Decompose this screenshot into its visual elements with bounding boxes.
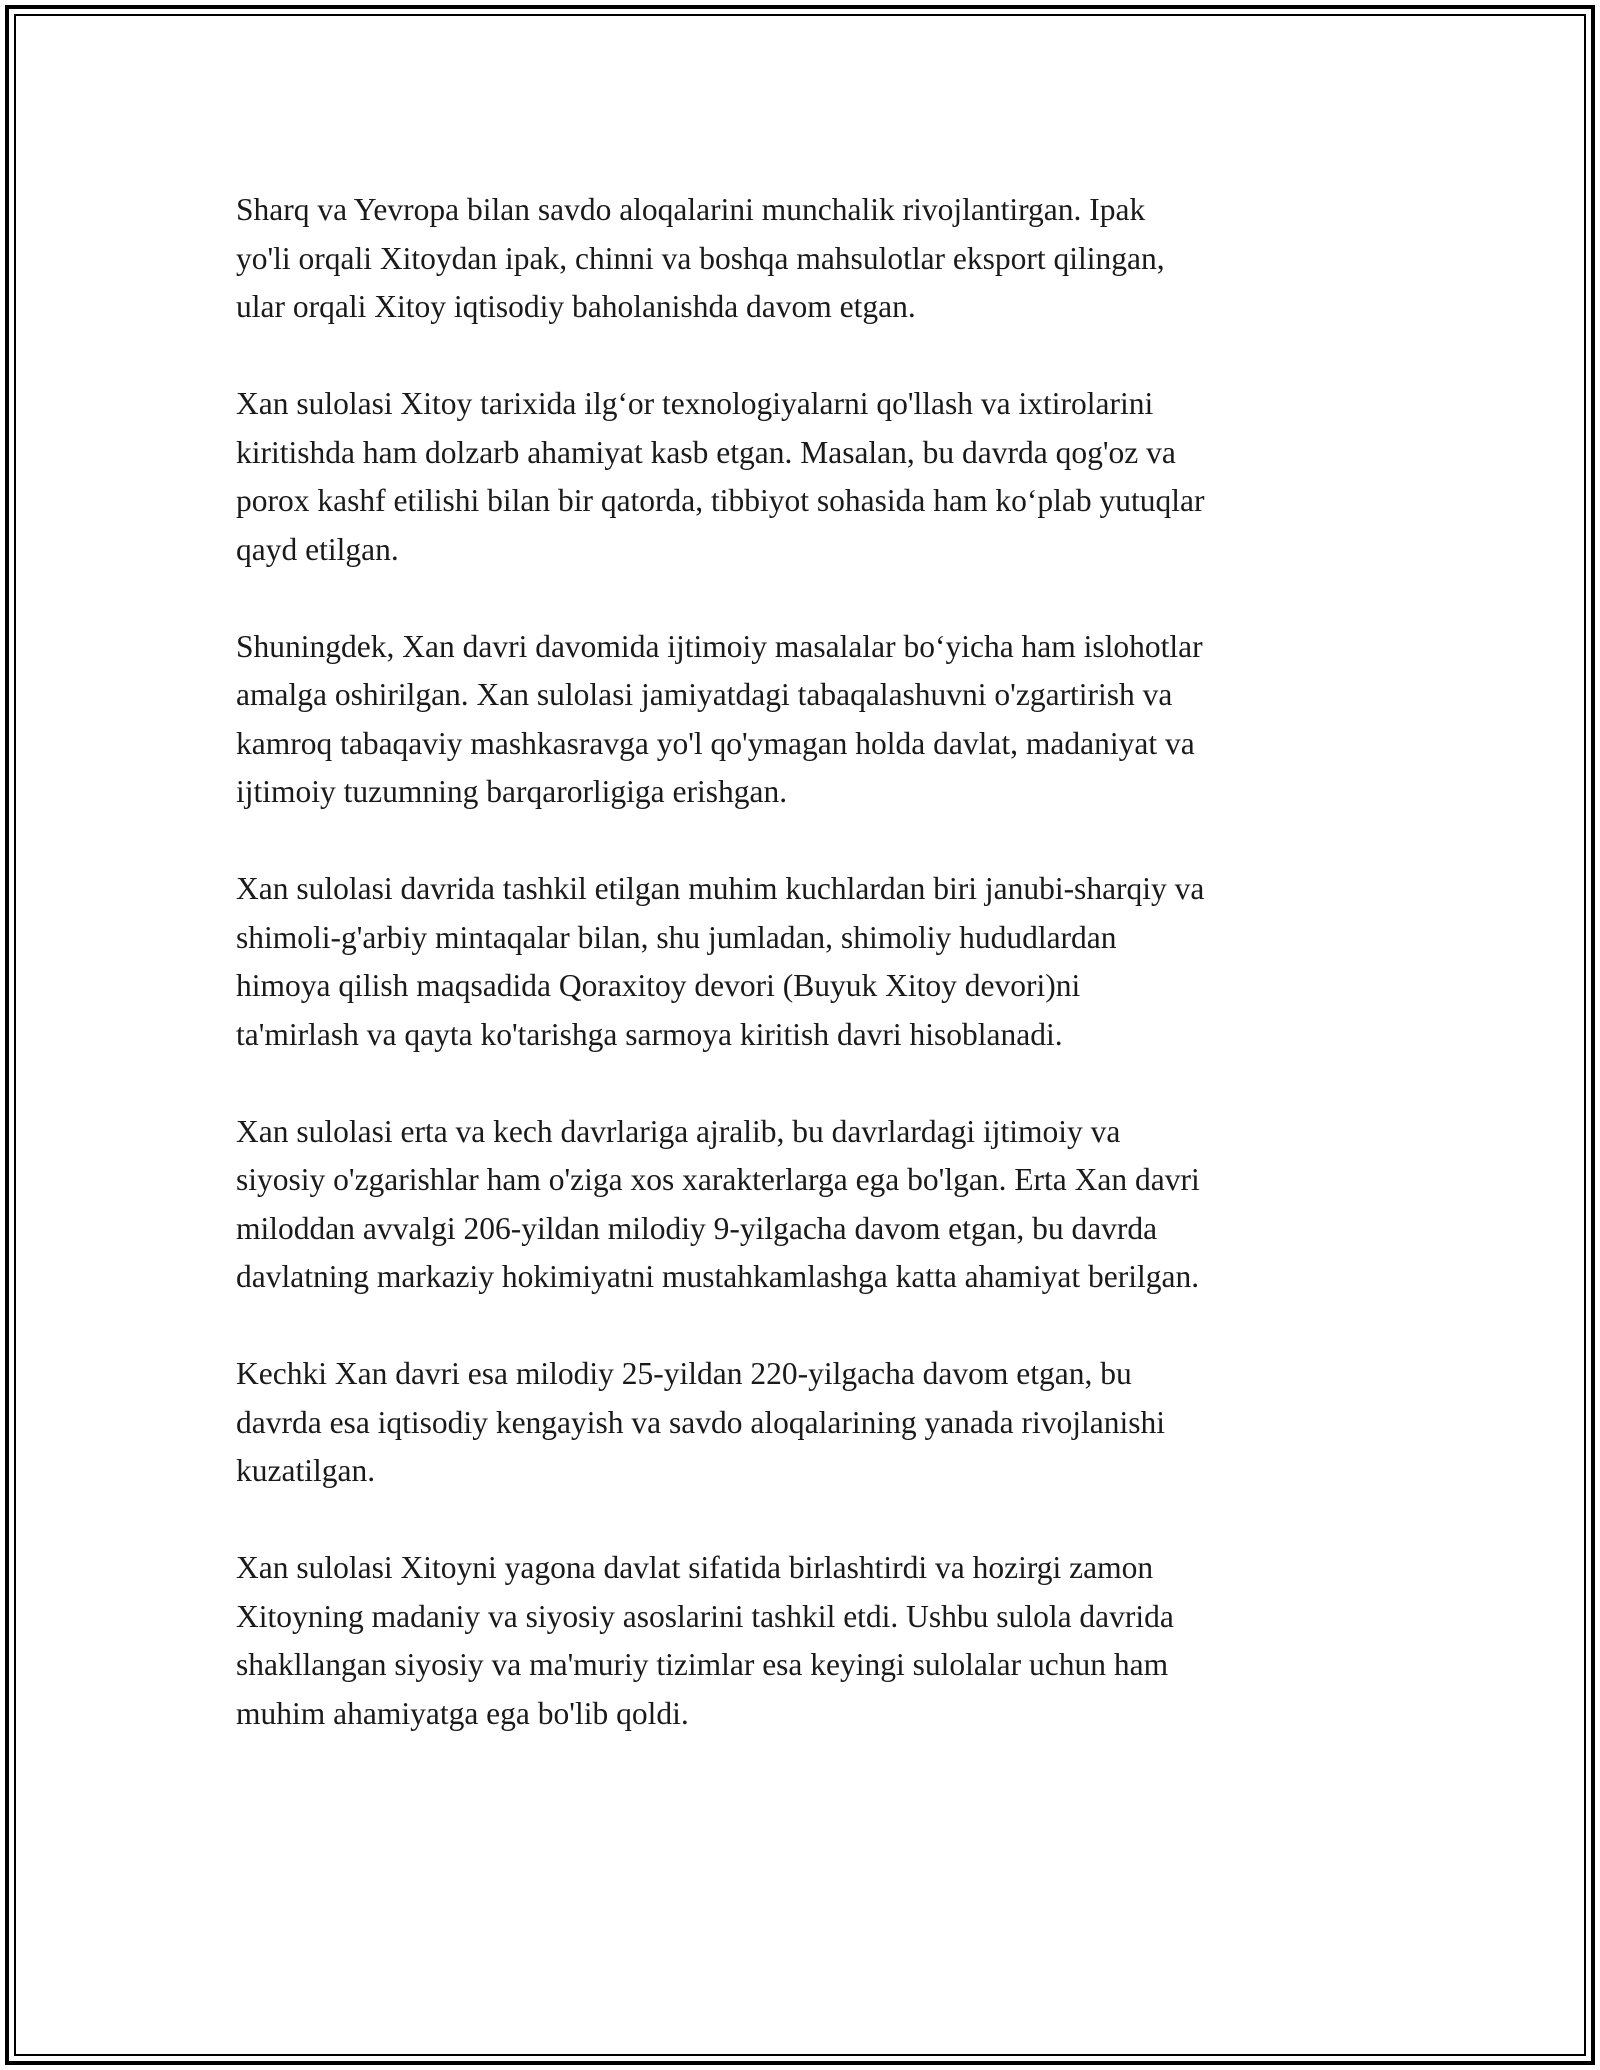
text-line: Kechki Xan davri esa milodiy 25-yildan 220-yilgacha davom etgan, bu xyxy=(236,1356,1132,1391)
text-line: muhim ahamiyatga ega bo'lib qoldi. xyxy=(236,1695,689,1731)
text-line: Xan sulolasi Xitoyni yagona davlat sifatida birlashtirdi va hozirgi zamon xyxy=(236,1550,1154,1585)
text-line: ular orqali Xitoy iqtisodiy baholanishda davom etgan. xyxy=(236,289,916,324)
text-line: qayd etilgan. xyxy=(236,531,399,567)
paragraph-great-wall xyxy=(236,865,1366,1059)
document-body xyxy=(236,186,1366,1738)
paragraph-late-han xyxy=(236,1350,1366,1496)
text-line: ijtimoiy tuzumning barqarorligiga erishgan. xyxy=(236,774,788,809)
paragraph-social-reforms xyxy=(236,623,1366,817)
text-line: amalga oshirilgan. Xan sulolasi jamiyatdagi tabaqalashuvni o'zgartirish va xyxy=(236,677,1173,712)
text-line: kuzatilgan. xyxy=(236,1453,376,1488)
text-line: shimoli-g'arbiy mintaqalar bilan, shu jumladan, shimoliy hududlardan xyxy=(236,919,1117,955)
paragraph-silk-road-trade xyxy=(236,186,1366,332)
text-line: Xan sulolasi erta va kech davrlariga ajralib, bu davrlardagi ijtimoiy va xyxy=(236,1113,1121,1149)
text-line: siyosiy o'zgarishlar ham o'ziga xos xarakterlarga ega bo'lgan. Erta Xan davri xyxy=(236,1162,1200,1197)
paragraph-unification-legacy xyxy=(236,1544,1366,1738)
text-line: miloddan avvalgi 206-yildan milodiy 9-yilgacha davom etgan, bu davrda xyxy=(236,1210,1158,1246)
text-line: Shuningdek, Xan davri davomida ijtimoiy masalalar bo‘yicha ham islohotlar xyxy=(236,628,1203,664)
text-line: ta'mirlash va qayta ko'tarishga sarmoya kiritish davri hisoblanadi. xyxy=(236,1016,1063,1052)
text-line: Xan sulolasi Xitoy tarixida ilg‘or texnologiyalarni qo'llash va ixtirolarini xyxy=(236,386,1154,421)
text-line: Xan sulolasi davrida tashkil etilgan muhim kuchlardan biri janubi-sharqiy va xyxy=(236,871,1205,906)
paragraph-early-late-periods xyxy=(236,1108,1366,1302)
text-line: davlatning markaziy hokimiyatni mustahkamlashga katta ahamiyat berilgan. xyxy=(236,1259,1200,1294)
text-line: davrda esa iqtisodiy kengayish va savdo aloqalarining yanada rivojlanishi xyxy=(236,1404,1166,1440)
text-line: Sharq va Yevropa bilan savdo aloqalarini munchalik rivojlantirgan. Ipak xyxy=(236,192,1146,227)
text-line: shakllangan siyosiy va ma'muriy tizimlar esa keyingi sulolalar uchun ham xyxy=(236,1647,1169,1682)
text-line: kamroq tabaqaviy mashkasravga yo'l qo'ymagan holda davlat, madaniyat va xyxy=(236,725,1195,761)
text-line: Xitoyning madaniy va siyosiy asoslarini tashkil etdi. Ushbu sulola davrida xyxy=(236,1598,1174,1634)
paragraph-technology-inventions xyxy=(236,380,1366,574)
text-line: yo'li orqali Xitoydan ipak, chinni va boshqa mahsulotlar eksport qilingan, xyxy=(236,240,1165,276)
text-line: kiritishda ham dolzarb ahamiyat kasb etgan. Masalan, bu davrda qog'oz va xyxy=(236,434,1176,470)
text-line: porox kashf etilishi bilan bir qatorda, tibbiyot sohasida ham ko‘plab yutuqlar xyxy=(236,483,1205,518)
text-line: himoya qilish maqsadida Qoraxitoy devori (Buyuk Xitoy devori)ni xyxy=(236,968,1081,1003)
